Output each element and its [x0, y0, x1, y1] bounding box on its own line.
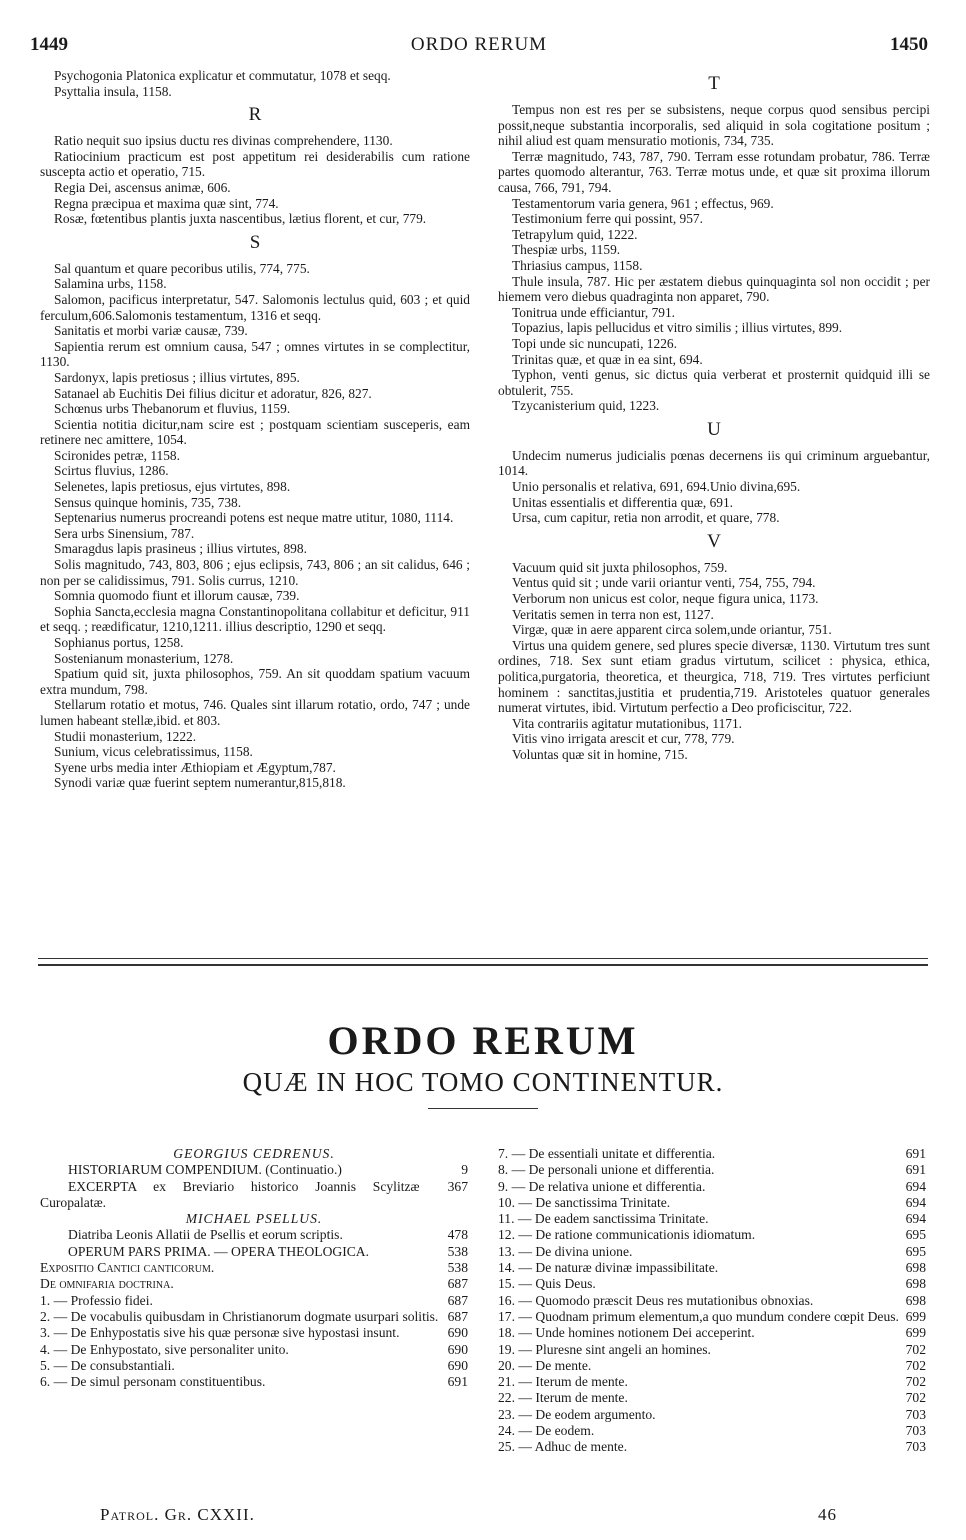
- contents-page-number: 694: [905, 1211, 926, 1227]
- contents-page-number: 687: [447, 1308, 468, 1324]
- index-entry: Psychogonia Platonica explicatur et commutatur, 1078 et seqq.: [54, 68, 391, 83]
- contents-entry: [498, 1146, 926, 1162]
- contents-title: 7. — De essentiali unitate et differentia.: [498, 1146, 716, 1161]
- index-entry: Undecim numerus judicialis pœnas decernens iis qui criminum arguebantur, 1014.: [498, 447, 930, 479]
- contents-title: 22. — Iterum de mente.: [498, 1390, 628, 1406]
- contents-title: 15. — Quis Deus.: [498, 1276, 596, 1292]
- index-entry: Ratio nequit suo ipsius ductu res divinas comprehendere, 1130.: [54, 133, 393, 149]
- index-entry: Ratiocinium practicum est post appetitum rei desiderabilis cum ratione suscepta actio et operatio, 715.: [40, 148, 470, 180]
- contents-page-number: 698: [905, 1276, 926, 1292]
- contents-entry: [40, 1260, 468, 1276]
- index-entry: Smaragdus lapis prasineus ; illius virtutes, 898.: [54, 541, 307, 557]
- contents-title: 14. — De naturæ divinæ impassibilitate.: [498, 1260, 719, 1276]
- contents-entry: [498, 1390, 926, 1406]
- contents-entry: [498, 1439, 926, 1455]
- index-entry: Regna præcipua et maxima quæ sint, 774.: [54, 195, 279, 211]
- contents-title: 3. — De Enhypostatis sive his quæ personæ sive hypostasi insunt.: [40, 1325, 400, 1341]
- index-entry: Tzycanisterium quid, 1223.: [512, 398, 660, 414]
- contents-entry: [40, 1342, 468, 1358]
- page-number-left: 1449: [30, 34, 68, 55]
- contents-entry: [498, 1325, 926, 1341]
- contents-title: EXCERPTA ex Breviario historico Joannis Scylitzæ Curopalatæ.: [40, 1178, 420, 1210]
- index-entry: Regia Dei, ascensus animæ, 606.: [54, 179, 231, 195]
- index-entry: Thespiæ urbs, 1159.: [512, 242, 621, 258]
- index-entry: Schœnus urbs Thebanorum et fluvius, 1159.: [54, 401, 291, 417]
- contents-page-number: 691: [905, 1146, 926, 1161]
- index-entry: Testimonium ferre qui possint, 957.: [512, 211, 703, 227]
- contents-entry: [40, 1358, 468, 1374]
- index-entry: Unitas essentialis et differentia quæ, 691.: [512, 494, 734, 510]
- index-entry: Sunium, vicus celebratissimus, 1158.: [54, 744, 253, 760]
- contents-title: 18. — Unde homines notionem Dei acceperint.: [498, 1325, 755, 1341]
- index-entry: Sensus quinque hominis, 735, 738.: [54, 494, 242, 510]
- contents-page-number: 9: [461, 1162, 468, 1178]
- index-entry: Testamentorum varia genera, 961 ; effectus, 969.: [512, 195, 774, 211]
- index-entry: Vacuum quid sit juxta philosophos, 759.: [512, 559, 728, 575]
- running-title: ORDO RERUM: [410, 34, 548, 55]
- index-entry: Studii monasterium, 1222.: [54, 728, 197, 744]
- index-entry: Topazius, lapis pellucidus et vitro similis ; illius virtutes, 899.: [512, 320, 843, 336]
- index-entry: Solis magnitudo, 743, 803, 806 ; ejus eclipsis, 743, 806 ; an sit calidus, 646 ; non per se calidissimus, 791. Solis currus, 1210.: [40, 557, 470, 588]
- contents-title: HISTORIARUM COMPENDIUM. (Continuatio.): [68, 1162, 342, 1178]
- index-entry: Topi unde sic nuncupati, 1226.: [512, 335, 677, 351]
- index-entry: Unio personalis et relativa, 691, 694.Unio divina,695.: [512, 479, 801, 495]
- index-column-right: [498, 68, 930, 763]
- index-entry: Typhon, venti genus, sic dictus quia verberat et prosternit quidquid illi se obtulerit, 755.: [498, 367, 930, 398]
- index-entry: Ursa, cum capitur, retia non arrodit, et quare, 778.: [512, 510, 780, 526]
- index-entry: Verborum non unicus est color, neque figura unica, 1173.: [512, 591, 819, 607]
- index-entry: Selenetes, lapis pretiosus, ejus virtutes, 898.: [54, 479, 291, 495]
- contents-title: 9. — De relativa unione et differentia.: [498, 1178, 706, 1194]
- contents-title: Diatriba Leonis Allatii de Psellis et eorum scriptis.: [68, 1227, 343, 1243]
- contents-entry: [498, 1293, 926, 1309]
- index-entry: Scirtus fluvius, 1286.: [54, 463, 169, 479]
- index-entry: Sanitatis et morbi variæ causæ, 739.: [54, 323, 248, 339]
- contents-entry: [40, 1227, 468, 1243]
- contents-page-number: 691: [447, 1374, 468, 1390]
- contents-page-number: 478: [447, 1227, 468, 1243]
- index-entry: Virgæ, quæ in aere apparent circa solem,unde oriantur, 751.: [512, 622, 832, 638]
- contents-page-number: 687: [447, 1276, 468, 1292]
- section-divider: [38, 958, 928, 966]
- contents-page-number: 698: [905, 1292, 926, 1308]
- footer-volume: Patrol. Gr. CXXII.: [100, 1505, 255, 1524]
- index-entry: Tonitrua unde efficiantur, 791.: [512, 304, 676, 320]
- index-entry: Virtus una quidem genere, sed plures specie diversæ, 1130. Virtutum tres sunt ordines, 718. Sex sunt etiam gradus virtutum, scilicet : physica, ethica, politica,purgatoria, theoretica, et theurgica, 718, 719. Tres virtutes perficiunt hominem : sanctitas,justitia et prudentia,719. Aristoteles quatuor generales numerat virtutes, ibid. Virtutum perfectio a Deo proficiscitur, 722.: [498, 637, 930, 716]
- contents-page-number: 702: [905, 1374, 926, 1390]
- author-heading: MICHAEL PSELLUS.: [185, 1211, 323, 1227]
- contents-page-number: 702: [905, 1341, 926, 1357]
- index-entry: Synodi variæ quæ fuerint septem numerantur,815,818.: [54, 775, 346, 791]
- contents-page-number: 699: [905, 1325, 926, 1341]
- section-title: ORDO RERUM: [327, 1018, 639, 1063]
- running-header: [30, 34, 928, 64]
- contents-page-number: 698: [905, 1260, 926, 1276]
- contents-entry: [498, 1260, 926, 1276]
- index-entry: Veritatis semen in terra non est, 1127.: [512, 606, 714, 622]
- index-entry: Sera urbs Sinensium, 787.: [54, 525, 195, 541]
- index-letter-heading: T: [708, 73, 720, 94]
- contents-entry: [40, 1276, 468, 1292]
- contents-entry: [498, 1342, 926, 1358]
- contents-entry: [498, 1211, 926, 1227]
- contents-entry: [498, 1309, 926, 1325]
- contents-page-number: 702: [905, 1357, 926, 1373]
- contents-title: 11. — De eadem sanctissima Trinitate.: [498, 1211, 709, 1227]
- contents-page-number: 702: [905, 1390, 926, 1406]
- index-entry: Sostenianum monasterium, 1278.: [54, 650, 234, 666]
- index-entry: Scientia notitia dicitur,nam scire est ; postquam scientiam susceperis, eam retinere nec amittere, 1054.: [40, 416, 470, 448]
- contents-page-number: 367: [447, 1178, 468, 1194]
- contents-title: 23. — De eodem argumento.: [498, 1406, 656, 1422]
- contents-entry: [40, 1374, 468, 1390]
- index-entry: Terræ magnitudo, 743, 787, 790. Terram esse rotundam probatur, 786. Terræ partes quomodo alterantur, 763. Terræ motus unde, et quæ sit proxima illorum causa, 766, 791, 794.: [498, 148, 930, 195]
- contents-title: 21. — Iterum de mente.: [498, 1374, 628, 1390]
- contents-page-number: 538: [447, 1260, 468, 1276]
- contents-page-number: 703: [905, 1423, 926, 1439]
- contents-title: OPERUM PARS PRIMA. — OPERA THEOLOGICA.: [68, 1243, 370, 1259]
- index-entry: Septenarius numerus procreandi potens est neque matre utitur, 1080, 1114.: [54, 510, 454, 526]
- contents-title: De omnifaria doctrina.: [40, 1276, 174, 1292]
- index-entry: Salamina urbs, 1158.: [54, 276, 167, 292]
- contents-entry: [40, 1244, 468, 1260]
- index-letter-heading: V: [707, 530, 721, 552]
- index-entry: Sal quantum et quare pecoribus utilis, 774, 775.: [54, 260, 310, 276]
- contents-title: Expositio Cantici canticorum.: [40, 1260, 215, 1276]
- index-entry: Somnia quomodo fiunt et illorum causæ, 739.: [54, 588, 300, 604]
- index-entry: Thule insula, 787. Hic per æstatem diebus quinquaginta sol non occidit ; per hiemem vero diebus quadraginta non apparet, 790.: [498, 273, 930, 305]
- contents-page-number: 699: [905, 1308, 926, 1324]
- contents-entry: [40, 1325, 468, 1341]
- contents-entry: [498, 1162, 926, 1178]
- contents-title: 20. — De mente.: [498, 1357, 592, 1373]
- contents-entry: [498, 1374, 926, 1390]
- contents-entry: [40, 1179, 468, 1212]
- footer-signature: 46: [818, 1505, 837, 1524]
- index-column-left: [40, 68, 470, 791]
- contents-entry: [498, 1423, 926, 1439]
- contents-page-number: 690: [447, 1357, 468, 1373]
- index-entry: Tempus non est res per se subsistens, neque corpus quod sensibus percipi possit,neque substantia incorporalis, sed aliquid in sola cogitatione positum ; nihil aliud est quam mensuratio motionis, 734, 735.: [498, 102, 930, 149]
- contents-page-number: 691: [905, 1162, 926, 1178]
- index-letter-heading: U: [707, 418, 721, 440]
- contents-page-number: 695: [905, 1227, 926, 1243]
- contents-title: 25. — Adhuc de mente.: [498, 1439, 628, 1455]
- contents-title: 19. — Pluresne sint angeli an homines.: [498, 1341, 711, 1357]
- contents-page-number: 694: [905, 1194, 926, 1210]
- contents-page-number: 687: [447, 1292, 468, 1308]
- index-entry: Ventus quid sit ; unde varii oriantur venti, 754, 755, 794.: [512, 575, 816, 591]
- contents-entry: [40, 1309, 468, 1325]
- index-entry: Satanael ab Euchitis Dei filius dicitur et adoratur, 826, 827.: [54, 385, 372, 401]
- contents-title: 10. — De sanctissima Trinitate.: [498, 1194, 671, 1210]
- index-entry: Syene urbs media inter Æthiopiam et Ægyptum,787.: [54, 759, 336, 775]
- contents-title: 13. — De divina unione.: [498, 1243, 633, 1259]
- title-rule: [428, 1108, 538, 1109]
- index-entry: Sophia Sancta,ecclesia magna Constantinopolitana collabitur et deficitur, 911 et seqq. ; reædificatur, 1210,1211. illius descriptio, 1290 et seqq.: [40, 603, 470, 635]
- contents-title: 1. — Professio fidei.: [40, 1292, 153, 1308]
- contents-page-number: 690: [447, 1325, 468, 1341]
- index-entry: Scironides petræ, 1158.: [54, 447, 180, 463]
- contents-title: 2. — De vocabulis quibusdam in Christianorum dogmate usurpari solitis.: [40, 1308, 439, 1324]
- contents-page-number: 694: [905, 1178, 926, 1194]
- index-entry: Stellarum rotatio et motus, 746. Quales sint illarum rotatio, ordo, 747 ; unde lumen habeant stellæ,ibid. et 803.: [40, 697, 470, 728]
- contents-title: 16. — Quomodo præscit Deus res mutationibus obnoxias.: [498, 1292, 814, 1308]
- contents-title: 17. — Quodnam primum elementum,a quo mundum condere cœpit Deus.: [498, 1308, 899, 1324]
- contents-title: 4. — De Enhypostato, sive personaliter unito.: [40, 1341, 289, 1357]
- section-subtitle: QUÆ IN HOC TOMO CONTINENTUR.: [242, 1067, 724, 1097]
- index-entry: Spatium quid sit, juxta philosophos, 759. An sit quoddam spatium vacuum extra mundum, 798.: [40, 666, 470, 697]
- contents-entry: [498, 1358, 926, 1374]
- contents-entry: [498, 1195, 926, 1211]
- index-entry: Salomon, pacificus interpretatur, 547. Salomonis lectulus quid, 603 ; et quid ferculum,606.Salomonis testamentum, 1316 et seqq.: [40, 291, 470, 323]
- index-entry: Vitis vino irrigata arescit et cur, 778, 779.: [512, 731, 735, 747]
- contents-title: 6. — De simul personam constituentibus.: [40, 1374, 266, 1390]
- index-entry: Psyttalia insula, 1158.: [54, 83, 172, 99]
- index-entry: Sapientia rerum est omnium causa, 547 ; omnes virtutes in se complectitur, 1130.: [40, 338, 470, 370]
- contents-entry: [498, 1244, 926, 1260]
- contents-title: 24. — De eodem.: [498, 1423, 595, 1439]
- contents-page-number: 703: [905, 1406, 926, 1422]
- contents-page-number: 703: [905, 1439, 926, 1455]
- contents-title: 12. — De ratione communicationis idiomatum.: [498, 1227, 756, 1243]
- index-entry: Tetrapylum quid, 1222.: [512, 226, 638, 242]
- contents-entry: [40, 1162, 468, 1178]
- index-entry: Sophianus portus, 1258.: [54, 635, 184, 650]
- index-entry: Thriasius campus, 1158.: [512, 257, 643, 273]
- index-letter-heading: S: [249, 231, 261, 253]
- contents-title: 5. — De consubstantiali.: [40, 1357, 175, 1373]
- contents-entry: [498, 1179, 926, 1195]
- index-entry: Vita contrariis agitatur mutationibus, 1171.: [512, 715, 743, 731]
- page-number-right: 1450: [890, 34, 928, 55]
- contents-page-number: 538: [447, 1243, 468, 1259]
- index-entry: Trinitas quæ, et quæ in ea sint, 694.: [512, 351, 703, 367]
- contents-entry: [498, 1227, 926, 1243]
- index-entry: Voluntas quæ sit in homine, 715.: [512, 746, 688, 762]
- contents-entry: [498, 1276, 926, 1292]
- contents-column-left: [40, 1146, 468, 1390]
- contents-entry: [40, 1293, 468, 1309]
- contents-entry: [498, 1407, 926, 1423]
- contents-column-right: [498, 1146, 926, 1456]
- author-heading: GEORGIUS CEDRENUS.: [173, 1146, 335, 1161]
- contents-page-number: 690: [447, 1341, 468, 1357]
- index-entry: Sardonyx, lapis pretiosus ; illius virtutes, 895.: [54, 369, 300, 385]
- index-entry: Rosæ, fœtentibus plantis juxta nascentibus, lætius florent, et cur, 779.: [54, 211, 427, 227]
- index-letter-heading: R: [248, 104, 262, 126]
- contents-page-number: 695: [905, 1243, 926, 1259]
- contents-title: 8. — De personali unione et differentia.: [498, 1162, 715, 1178]
